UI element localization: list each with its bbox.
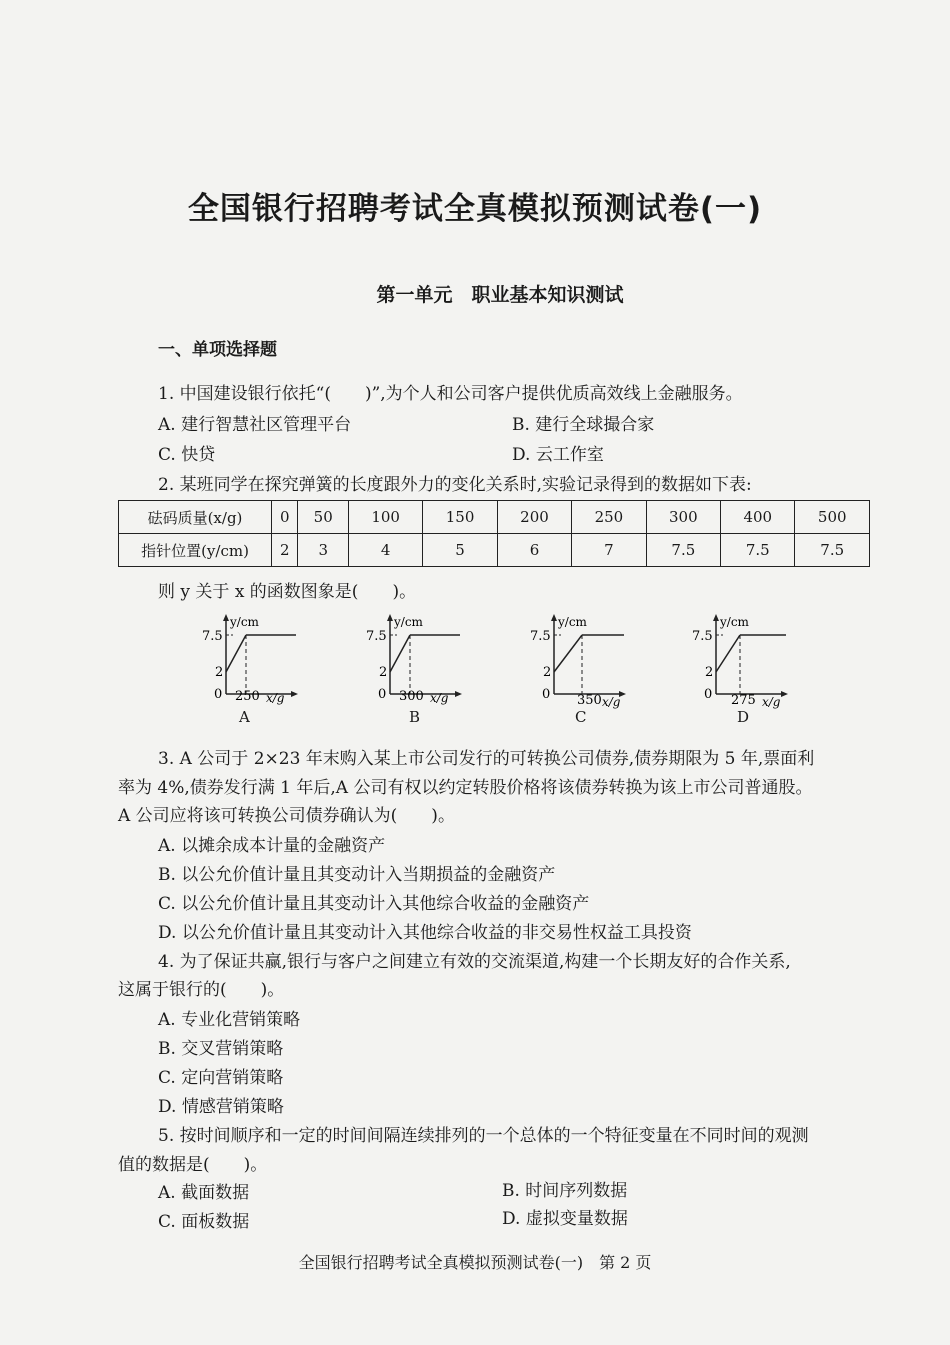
y-axis-arrow-icon xyxy=(223,614,229,621)
q1-option-a[interactable]: A. 建行智慧社区管理平台 xyxy=(158,415,352,435)
x-axis-label: x/g xyxy=(762,695,781,709)
table-cell: 7.5 xyxy=(795,534,870,567)
q2-stem: 2. 某班同学在探究弹簧的长度跟外力的变化关系时,实验记录得到的数据如下表: xyxy=(158,475,752,495)
origin-label: 0 xyxy=(542,687,551,702)
table-cell: 4 xyxy=(348,534,422,567)
y-low-label: 2 xyxy=(705,665,714,680)
table-cell: 250 xyxy=(572,501,646,534)
table-row-label: 指针位置(y/cm) xyxy=(119,534,272,567)
y-axis-arrow-icon xyxy=(713,614,719,621)
table-row xyxy=(119,501,870,534)
y-axis-label: y/cm xyxy=(230,615,259,629)
q2-graph-b[interactable] xyxy=(366,610,476,730)
table-row-label: 砝码质量(x/g) xyxy=(119,501,272,534)
table-cell: 7.5 xyxy=(646,534,720,567)
table-cell: 50 xyxy=(298,501,348,534)
q3-option-a[interactable]: A. 以摊余成本计量的金融资产 xyxy=(158,836,386,856)
origin-label: 0 xyxy=(214,687,223,702)
q4-stem-line1: 4. 为了保证共赢,银行与客户之间建立有效的交流渠道,构建一个长期友好的合作关系, xyxy=(158,952,791,972)
section-heading: 一、单项选择题 xyxy=(158,340,277,360)
x-axis-arrow-icon xyxy=(781,691,788,697)
x-mark-label: 250 xyxy=(235,689,260,704)
x-mark-label: 300 xyxy=(399,689,424,704)
q2-prompt: 则 y 关于 x 的函数图象是( )。 xyxy=(158,582,417,602)
x-axis-label: x/g xyxy=(266,691,285,705)
q5-option-b[interactable]: B. 时间序列数据 xyxy=(502,1181,628,1201)
function-rising-segment xyxy=(390,635,410,672)
q4-option-d[interactable]: D. 情感营销策略 xyxy=(158,1097,284,1117)
q3-stem-line2: 率为 4%,债券发行满 1 年后,A 公司有权以约定转股价格将该债券转换为该上市公司普通股。 xyxy=(118,778,813,798)
table-cell: 400 xyxy=(721,501,795,534)
q2-graph-a[interactable] xyxy=(202,610,312,730)
graph-option-label: A xyxy=(239,708,250,726)
x-axis-label: x/g xyxy=(430,691,449,705)
y-low-label: 2 xyxy=(215,665,224,680)
q1-option-d[interactable]: D. 云工作室 xyxy=(512,445,604,465)
y-top-label: 7.5 xyxy=(366,629,387,644)
q3-option-d[interactable]: D. 以公允价值计量且其变动计入其他综合收益的非交易性权益工具投资 xyxy=(158,923,692,943)
q1-option-c[interactable]: C. 快贷 xyxy=(158,445,216,465)
q2-graph-c[interactable] xyxy=(530,610,640,730)
y-low-label: 2 xyxy=(543,665,552,680)
q4-stem-line2: 这属于银行的( )。 xyxy=(118,980,285,1000)
table-row xyxy=(119,534,870,567)
q3-option-c[interactable]: C. 以公允价值计量且其变动计入其他综合收益的金融资产 xyxy=(158,894,590,914)
table-cell: 7.5 xyxy=(721,534,795,567)
q3-stem-line3: A 公司应将该可转换公司债券确认为( )。 xyxy=(118,806,455,826)
table-cell: 100 xyxy=(348,501,422,534)
q1-option-b[interactable]: B. 建行全球撮合家 xyxy=(512,415,655,435)
table-cell: 0 xyxy=(272,501,298,534)
table-cell: 2 xyxy=(272,534,298,567)
table-cell: 200 xyxy=(497,501,571,534)
page-footer: 全国银行招聘考试全真模拟预测试卷(一) 第 2 页 xyxy=(298,1253,652,1272)
y-axis-label: y/cm xyxy=(720,615,749,629)
y-top-label: 7.5 xyxy=(692,629,713,644)
graph-option-label: D xyxy=(737,708,750,726)
origin-label: 0 xyxy=(378,687,387,702)
x-axis-arrow-icon xyxy=(291,691,298,697)
table-cell: 300 xyxy=(646,501,720,534)
page-title: 全国银行招聘考试全真模拟预测试卷(一) xyxy=(187,191,763,227)
function-rising-segment xyxy=(226,635,246,672)
origin-label: 0 xyxy=(704,687,713,702)
x-mark-label: 350 xyxy=(577,693,602,708)
q5-option-d[interactable]: D. 虚拟变量数据 xyxy=(502,1209,628,1229)
q4-option-b[interactable]: B. 交叉营销策略 xyxy=(158,1039,284,1059)
graph-a-svg xyxy=(202,610,312,730)
function-rising-segment xyxy=(554,635,582,672)
table-cell: 3 xyxy=(298,534,348,567)
y-low-label: 2 xyxy=(379,665,388,680)
table-cell: 5 xyxy=(423,534,497,567)
q4-option-a[interactable]: A. 专业化营销策略 xyxy=(158,1010,301,1030)
q3-stem-line1: 3. A 公司于 2×23 年末购入某上市公司发行的可转换公司债券,债券期限为 5 年,票面利 xyxy=(158,749,815,769)
unit-heading: 第一单元 职业基本知识测试 xyxy=(376,284,624,306)
table-cell: 500 xyxy=(795,501,870,534)
graph-b-svg xyxy=(366,610,476,730)
function-rising-segment xyxy=(716,635,740,672)
q5-stem-line2: 值的数据是( )。 xyxy=(118,1155,268,1175)
graph-option-label: B xyxy=(409,708,421,726)
y-axis-arrow-icon xyxy=(387,614,393,621)
q3-option-b[interactable]: B. 以公允价值计量且其变动计入当期损益的金融资产 xyxy=(158,865,556,885)
graph-option-label: C xyxy=(575,708,587,726)
table-cell: 150 xyxy=(423,501,497,534)
q5-option-c[interactable]: C. 面板数据 xyxy=(158,1212,250,1232)
y-axis-label: y/cm xyxy=(394,615,423,629)
y-axis-arrow-icon xyxy=(551,614,557,621)
q1-stem: 1. 中国建设银行依托“( )”,为个人和公司客户提供优质高效线上金融服务。 xyxy=(158,384,743,404)
q5-option-a[interactable]: A. 截面数据 xyxy=(158,1183,250,1203)
y-top-label: 7.5 xyxy=(530,629,551,644)
x-axis-arrow-icon xyxy=(455,691,462,697)
q4-option-c[interactable]: C. 定向营销策略 xyxy=(158,1068,284,1088)
x-axis-label: x/g xyxy=(602,695,621,709)
q2-data-table xyxy=(118,500,870,567)
table-cell: 7 xyxy=(572,534,646,567)
q2-graph-d[interactable] xyxy=(692,610,802,730)
y-top-label: 7.5 xyxy=(202,629,223,644)
q5-stem-line1: 5. 按时间顺序和一定的时间间隔连续排列的一个总体的一个特征变量在不同时间的观测 xyxy=(158,1126,809,1146)
y-axis-label: y/cm xyxy=(558,615,587,629)
x-mark-label: 275 xyxy=(731,693,756,708)
table-cell: 6 xyxy=(497,534,571,567)
